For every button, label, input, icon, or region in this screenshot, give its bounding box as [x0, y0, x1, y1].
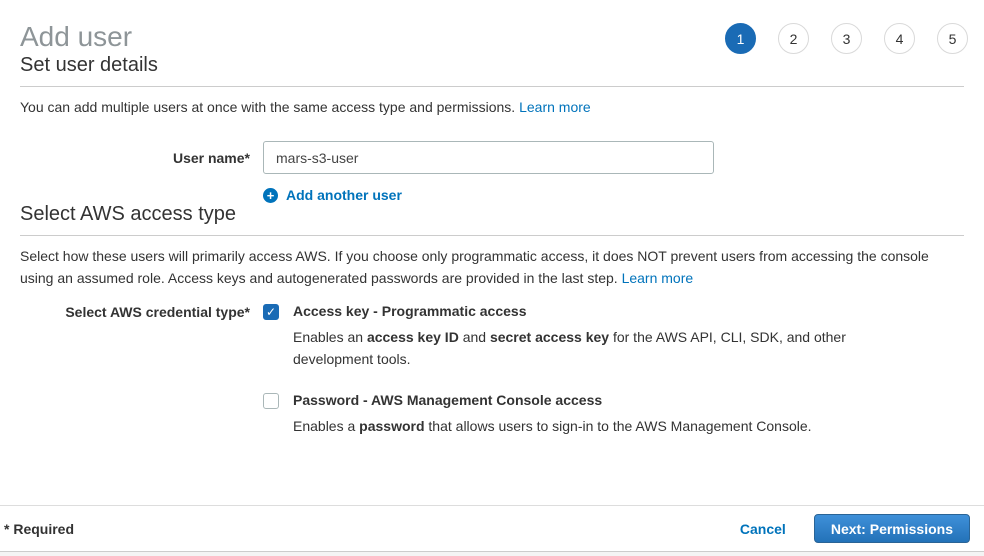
access-key-checkbox[interactable]: ✓	[263, 304, 279, 320]
access-key-option	[263, 303, 849, 370]
required-note: * Required	[4, 520, 75, 537]
password-checkbox[interactable]	[263, 393, 279, 409]
wizard-footer	[0, 505, 984, 551]
access-type-learn-more-link[interactable]: Learn more	[621, 270, 694, 286]
username-row	[20, 141, 964, 174]
access-type-intro	[20, 245, 964, 289]
wizard-step-indicator	[725, 23, 968, 54]
step-3-circle: 3	[831, 23, 862, 54]
username-label: User name*	[172, 150, 250, 166]
access-key-option-description: Enables an access key ID and secret access key for the AWS API, CLI, SDK, and other development tools.	[293, 329, 846, 367]
page-title: Add user	[20, 21, 133, 52]
access-type-intro-text: Select how these users will primarily access AWS. If you choose only programmatic access, it does NOT prevent users from accessing the console using an assumed role. Access keys and autogenerated passwords are provided in the last step.	[20, 248, 929, 286]
step-4-circle: 4	[884, 23, 915, 54]
page-header	[20, 0, 964, 54]
user-details-intro	[20, 97, 964, 118]
password-option	[263, 392, 849, 437]
step-1-circle: 1	[725, 23, 756, 54]
credential-type-label: Select AWS credential type*	[65, 304, 250, 320]
add-another-user-label: Add another user	[286, 187, 402, 203]
access-type-heading: Select AWS access type	[20, 203, 964, 236]
user-details-intro-text: You can add multiple users at once with the same access type and permissions.	[20, 99, 516, 115]
user-details-learn-more-link[interactable]: Learn more	[519, 99, 591, 115]
step-5-circle: 5	[937, 23, 968, 54]
password-option-title: Password - AWS Management Console access	[293, 392, 603, 408]
cancel-button[interactable]: Cancel	[739, 520, 786, 537]
page-bottom-edge	[0, 551, 984, 556]
username-input[interactable]	[263, 141, 714, 174]
credential-type-row	[20, 303, 964, 437]
user-details-heading: Set user details	[20, 54, 964, 87]
plus-circle-icon: +	[263, 188, 278, 203]
step-2-circle: 2	[778, 23, 809, 54]
password-option-description: Enables a password that allows users to sign-in to the AWS Management Console.	[293, 418, 812, 434]
add-another-user-button[interactable]	[263, 187, 964, 203]
access-key-option-title: Access key - Programmatic access	[293, 303, 527, 319]
next-permissions-button[interactable]: Next: Permissions	[814, 514, 970, 543]
